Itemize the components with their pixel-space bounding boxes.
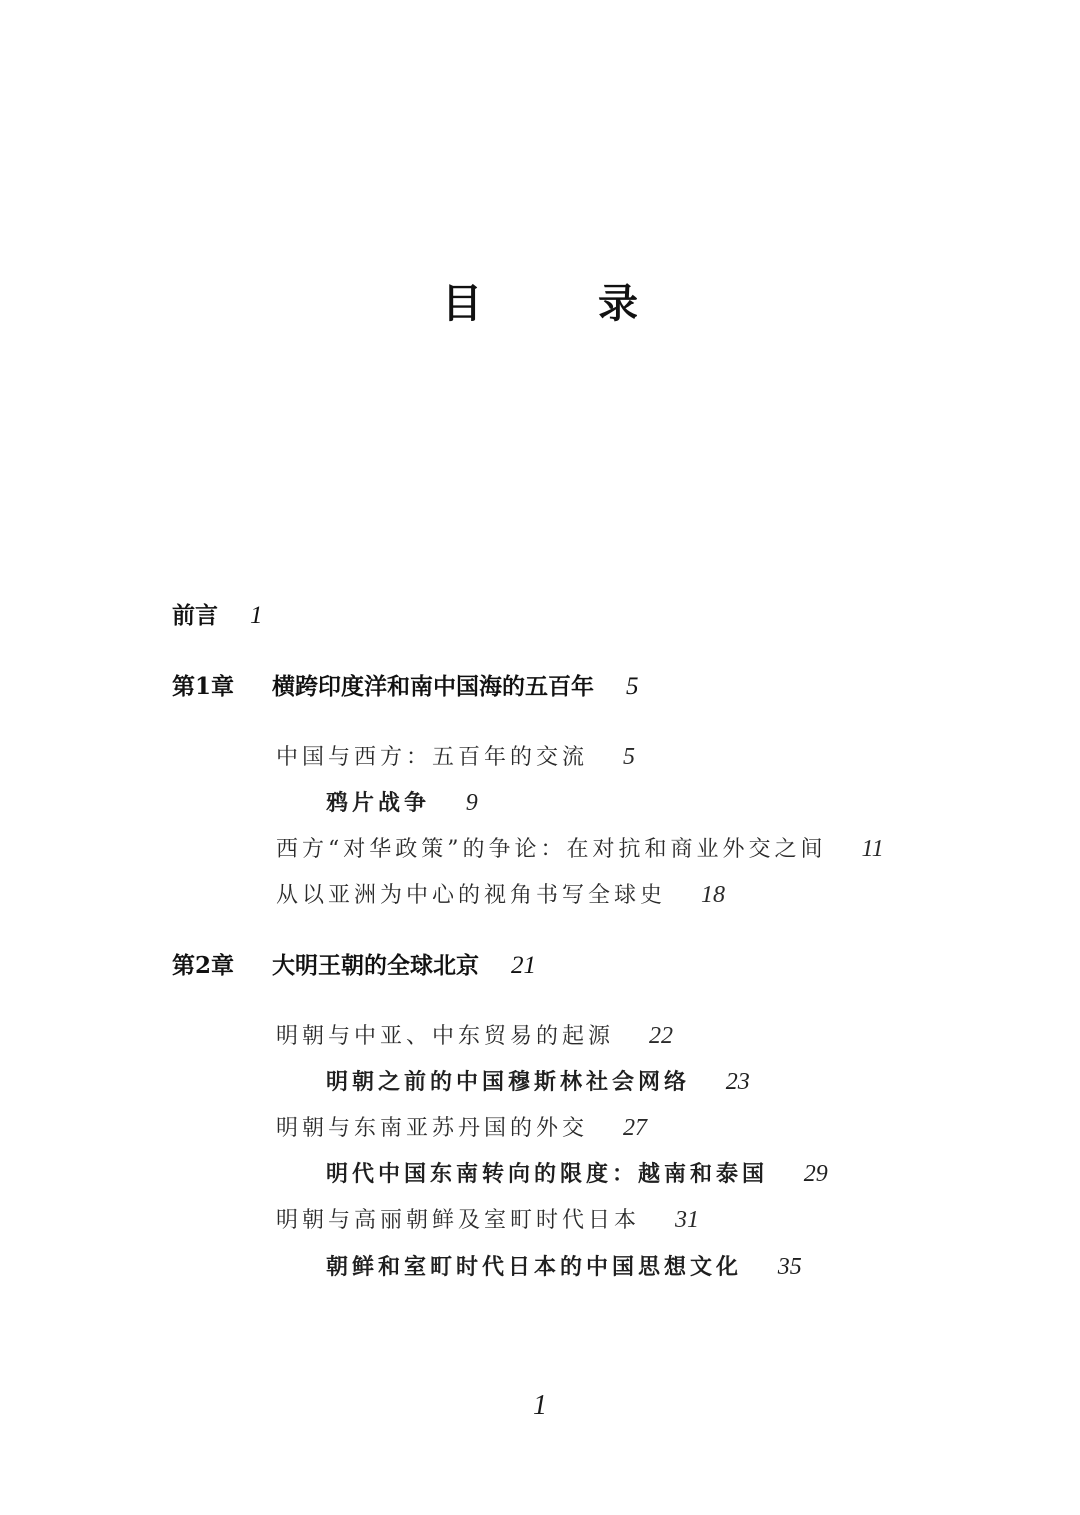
toc-entry-section[interactable] [276, 1208, 699, 1232]
toc-page-number: 31 [675, 1207, 700, 1233]
page-footer-number: 1 [533, 1390, 547, 1421]
toc-page-number: 23 [725, 1069, 750, 1095]
section-title: 中国与西方：五百年的交流 [276, 745, 589, 770]
toc-entry-label: 前言 [172, 602, 218, 629]
toc-page-number: 22 [649, 1023, 674, 1049]
toc-page-number: 1 [250, 602, 263, 629]
toc-entry-subsection[interactable] [326, 791, 478, 815]
toc-page-number: 27 [623, 1115, 648, 1141]
toc-entry-subsection[interactable] [326, 1255, 802, 1279]
toc-page-number: 11 [861, 836, 884, 862]
page-title: 目 录 [442, 281, 676, 327]
section-title: 明朝与高丽朝鲜及室町时代日本 [276, 1208, 641, 1233]
toc-page-number: 29 [803, 1161, 828, 1187]
subsection-title: 明代中国东南转向的限度：越南和泰国 [326, 1161, 769, 1187]
toc-entry-section[interactable] [276, 745, 635, 769]
chapter-title: 横跨印度洋和南中国海的五百年 [272, 673, 594, 700]
toc-entry-subsection[interactable] [326, 1070, 750, 1094]
toc-page-number: 18 [701, 882, 726, 908]
toc-page-number: 9 [465, 790, 478, 816]
chapter-number: 第2章 [172, 952, 235, 979]
toc-page-number: 21 [511, 952, 537, 979]
toc-page-number: 35 [777, 1254, 802, 1280]
toc-entry-chapter-1[interactable] [172, 674, 639, 699]
chapter-title: 大明王朝的全球北京 [272, 952, 479, 979]
toc-entry-subsection[interactable] [326, 1162, 828, 1186]
section-title: 从以亚洲为中心的视角书写全球史 [276, 883, 667, 908]
toc-page-number: 5 [623, 744, 636, 770]
subsection-title: 鸦片战争 [326, 790, 431, 816]
toc-entry-section[interactable] [276, 837, 884, 861]
subsection-title: 明朝之前的中国穆斯林社会网络 [326, 1069, 691, 1095]
toc-entry-preface[interactable] [172, 603, 263, 628]
chapter-number: 第1章 [172, 673, 235, 700]
toc-page-number: 5 [626, 673, 639, 700]
toc-entry-section[interactable] [276, 1024, 673, 1048]
section-title: 西方“对华政策”的争论：在对抗和商业外交之间 [276, 837, 827, 862]
section-title: 明朝与东南亚苏丹国的外交 [276, 1116, 589, 1141]
section-title: 明朝与中亚、中东贸易的起源 [276, 1024, 615, 1049]
toc-entry-section[interactable] [276, 883, 725, 907]
toc-entry-section[interactable] [276, 1116, 647, 1140]
toc-entry-chapter-2[interactable] [172, 953, 536, 978]
subsection-title: 朝鲜和室町时代日本的中国思想文化 [326, 1254, 743, 1280]
